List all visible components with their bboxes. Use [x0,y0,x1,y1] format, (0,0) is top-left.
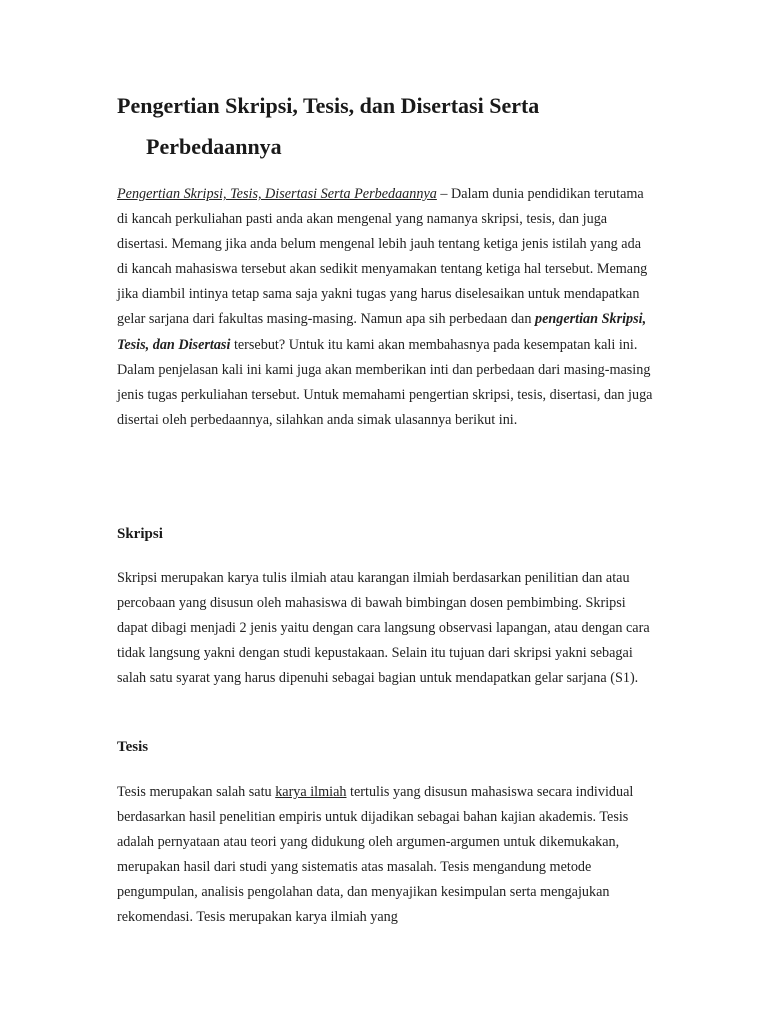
section-heading-tesis: Tesis [117,739,149,755]
skripsi-paragraph: Skripsi merupakan karya tulis ilmiah atau karangan ilmiah berdasarkan penilitian dan atau percobaan yang disusun oleh mahasiswa di bawah bimbingan dosen pembimbing. Skripsi dapat dibagi menjadi 2 jenis yaitu dengan cara langsung observasi lapangan, atau dengan cara tidak langsung yakni dengan studi kepustakaan. Selain itu tujuan dari skripsi yakni sebagai salah satu syarat yang harus dipenuhi sebagai bagian untuk mendapatkan gelar sarjana (S1). [117,570,650,687]
karya-ilmiah-link[interactable]: karya ilmiah [275,784,347,800]
title-line-1: Pengertian Skripsi, Tesis, dan Disertasi Serta [117,93,540,118]
tesis-paragraph [117,780,655,931]
section-heading-skripsi: Skripsi [117,526,163,542]
intro-emphasis: pengertian Skripsi, Tesis, dan Disertasi [117,311,647,353]
intro-paragraph [117,182,655,433]
tesis-text-1: Tesis merupakan salah satu [117,784,276,800]
intro-text-2: tersebut? Untuk itu kami akan membahasnya pada kesempatan kali ini. Dalam penjelasan kali ini kami juga akan memberikan inti dan perbedaan dari masing-masing jenis tugas perkuliahan tersebut. Untuk memahami pengertian skripsi, tesis, disertasi, dan juga disertai oleh perbedaannya, silahkan anda simak ulasannya berikut ini. [117,336,653,428]
intro-link[interactable]: Pengertian Skripsi, Tesis, Disertasi Serta Perbedaannya [117,186,437,202]
document-title [117,85,677,167]
tesis-text-2: tertulis yang disusun mahasiswa secara individual berdasarkan hasil penelitian empiris untuk dijadikan sebagai bahan kajian akademis. Tesis adalah pernyataan atau teori yang didukung oleh argumen-argumen untuk dikemukakan, merupakan hasil dari studi yang sistematis atas masalah. Tesis mengandung metode pengumpulan, analisis pengolahan data, dan menyajikan kesimpulan serta mengajukan rekomendasi. Tesis merupakan karya ilmiah yang [117,784,634,926]
intro-text-1: – Dalam dunia pendidikan terutama di kancah perkuliahan pasti anda akan mengenal yang namanya skripsi, tesis, dan juga disertasi. Memang jika anda belum mengenal lebih jauh tentang ketiga jenis istilah yang ada di kancah mahasiswa tersebut akan sedikit menyamakan tentang ketiga hal tersebut. Memang jika diambil intinya tetap sama saja yakni tugas yang harus diselesaikan untuk mendapatkan gelar sarjana dari fakultas masing-masing. Namun apa sih perbedaan dan [117,186,648,328]
title-line-2: Perbedaannya [146,134,282,159]
